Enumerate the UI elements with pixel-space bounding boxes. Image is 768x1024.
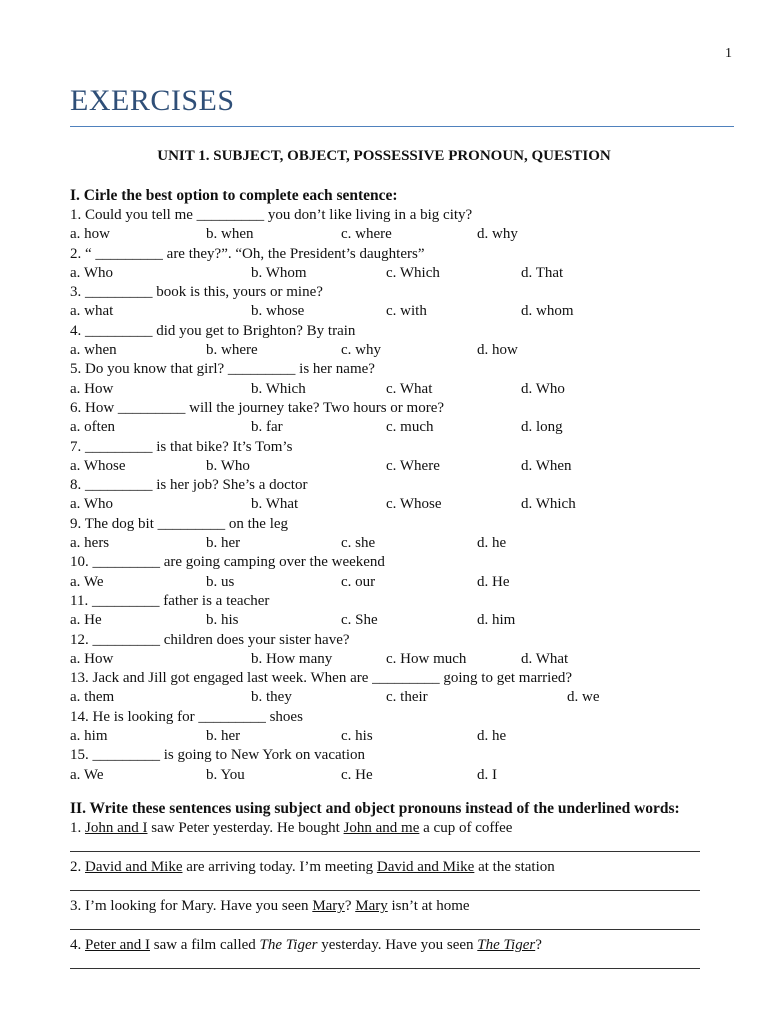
answer-option[interactable]: b. us — [206, 573, 235, 590]
question-text: 8. _________ is her job? She’s a doctor — [70, 477, 308, 494]
question-text: 1. Could you tell me _________ you don’t like living in a big city? — [70, 207, 473, 223]
section-1-questions — [70, 206, 730, 785]
answer-option[interactable]: b. when — [206, 226, 254, 243]
answer-option[interactable]: a. often — [70, 419, 115, 436]
section-gap — [70, 785, 730, 799]
page-number: 1 — [725, 46, 732, 61]
answer-option[interactable]: a. him — [70, 728, 108, 745]
answer-option[interactable]: d. he — [477, 728, 507, 745]
question-text: 2. “ _________ are they?”. “Oh, the President’s daughters” — [70, 245, 425, 262]
rewrite-sentence — [70, 858, 730, 878]
answer-option[interactable]: c. where — [341, 226, 392, 243]
sentence-fragment: 4. — [70, 937, 85, 954]
question-text: 7. _________ is that bike? It’s Tom’s — [70, 438, 293, 455]
answer-option[interactable]: d. Who — [521, 380, 565, 397]
answer-option[interactable]: a. We — [70, 766, 104, 783]
sentence-fragment: The Tiger — [259, 937, 318, 954]
sentence-fragment: a cup of coffee — [419, 819, 513, 836]
options-row — [70, 650, 730, 669]
section-2-title: II. Write these sentences using subject and object pronouns instead of the underlined words: — [70, 799, 680, 817]
answer-option[interactable]: c. Where — [386, 457, 440, 474]
answer-option[interactable]: d. He — [477, 573, 510, 590]
sentence-fragment: are arriving today. I’m meeting — [182, 859, 377, 876]
rewrite-sentence — [70, 936, 730, 956]
answer-option[interactable]: b. Who — [206, 457, 250, 474]
question-text: 5. Do you know that girl? _________ is her name? — [70, 361, 375, 378]
options-row — [70, 457, 730, 476]
answer-option[interactable]: a. He — [70, 612, 102, 629]
options-row — [70, 766, 730, 785]
answer-option[interactable]: d. I — [477, 766, 497, 783]
sentence-fragment: 3. I’m looking for Mary. Have you seen — [70, 898, 313, 915]
title-divider — [70, 126, 734, 127]
answer-option[interactable]: a. when — [70, 342, 117, 359]
answer-option[interactable]: d. him — [477, 612, 516, 629]
answer-option[interactable]: b. his — [206, 612, 239, 629]
answer-option[interactable]: a. Who — [70, 264, 114, 281]
answer-option[interactable]: d. That — [521, 264, 564, 281]
answer-option[interactable]: b. What — [251, 496, 299, 513]
answer-option[interactable]: d. how — [477, 342, 518, 359]
options-row — [70, 495, 730, 514]
answer-option[interactable]: b. her — [206, 728, 241, 745]
underlined-phrase: David and Mike — [376, 859, 475, 876]
sentence-fragment: at the station — [474, 859, 555, 876]
answer-option[interactable]: a. how — [70, 226, 110, 243]
answer-option[interactable]: c. why — [341, 342, 381, 359]
sentence-fragment: ? — [535, 937, 542, 954]
answer-option[interactable]: a. hers — [70, 535, 110, 552]
answer-option[interactable]: b. How many — [251, 650, 333, 667]
sentence-fragment: 1. — [70, 819, 85, 836]
answer-option[interactable]: d. whom — [521, 303, 574, 320]
sentence-fragment: saw a film called — [149, 937, 260, 954]
answer-option[interactable]: c. Whose — [386, 496, 442, 513]
answer-option[interactable]: d. What — [521, 650, 569, 667]
sentence-fragment: isn’t at home — [387, 898, 470, 915]
options-row — [70, 418, 730, 437]
answer-option[interactable]: c. She — [341, 612, 378, 629]
options-row — [70, 534, 730, 553]
exercise-content — [70, 186, 730, 976]
answer-option[interactable]: d. we — [567, 689, 600, 706]
underlined-phrase: Mary — [312, 898, 345, 915]
sentence-fragment: saw Peter yesterday. He bought — [147, 819, 344, 836]
answer-option[interactable]: b. You — [206, 766, 245, 783]
answer-option[interactable]: b. Which — [251, 380, 306, 397]
answer-line[interactable] — [70, 917, 730, 937]
sentence-fragment: yesterday. Have you seen — [317, 937, 478, 954]
question-text: 15. _________ is going to New York on vacation — [70, 747, 365, 764]
answer-line[interactable] — [70, 878, 730, 898]
answer-line[interactable] — [70, 839, 730, 859]
answer-option[interactable]: d. he — [477, 535, 507, 552]
answer-option[interactable]: b. whose — [251, 303, 305, 320]
answer-option[interactable]: c. He — [341, 766, 373, 783]
answer-option[interactable]: a. what — [70, 303, 114, 320]
answer-option[interactable]: c. What — [386, 380, 433, 397]
answer-option[interactable]: b. her — [206, 535, 241, 552]
answer-option[interactable]: a. We — [70, 573, 104, 590]
answer-option[interactable]: d. Which — [521, 496, 576, 513]
question-text: 12. _________ children does your sister have? — [70, 631, 350, 648]
answer-option[interactable]: c. his — [341, 728, 373, 745]
options-row — [70, 341, 730, 360]
answer-option[interactable]: d. long — [521, 419, 563, 436]
options-row — [70, 688, 730, 707]
underlined-phrase: John and I — [85, 819, 148, 836]
rewrite-sentence — [70, 819, 730, 839]
answer-option[interactable]: a. How — [70, 380, 114, 397]
answer-option[interactable]: d. When — [521, 457, 572, 474]
question-text: 4. _________ did you get to Brighton? By train — [70, 322, 356, 339]
answer-option[interactable]: a. them — [70, 689, 115, 706]
page-title: EXERCISES — [70, 84, 235, 117]
answer-option[interactable]: b. far — [251, 419, 283, 436]
answer-option[interactable]: c. their — [386, 689, 428, 706]
rewrite-sentence — [70, 897, 730, 917]
answer-option[interactable]: c. much — [386, 419, 434, 436]
question-text: 10. _________ are going camping over the weekend — [70, 554, 385, 571]
answer-option[interactable]: c. she — [341, 535, 376, 552]
options-row — [70, 611, 730, 630]
answer-line[interactable] — [70, 956, 730, 976]
sentence-fragment: ? — [344, 898, 356, 915]
answer-option[interactable]: c. our — [341, 573, 376, 590]
section-1-title: I. Cirle the best option to complete each sentence: — [70, 187, 398, 204]
question-text: 9. The dog bit _________ on the leg — [70, 515, 289, 532]
underlined-phrase: Mary — [355, 898, 388, 915]
answer-option[interactable]: a. How — [70, 650, 114, 667]
unit-heading: UNIT 1. SUBJECT, OBJECT, POSSESSIVE PRONOUN, QUESTION — [157, 148, 611, 164]
section-2-items — [70, 819, 730, 976]
answer-option[interactable]: b. they — [251, 689, 292, 706]
options-row — [70, 573, 730, 592]
answer-option[interactable]: c. Which — [386, 264, 440, 281]
underlined-phrase: David and Mike — [85, 859, 183, 876]
options-row — [70, 302, 730, 321]
answer-option[interactable]: a. Who — [70, 496, 114, 513]
sentence-fragment: 2. — [70, 859, 85, 876]
options-row — [70, 380, 730, 399]
question-text: 11. _________ father is a teacher — [70, 592, 270, 609]
question-text: 14. He is looking for _________ shoes — [70, 708, 303, 725]
question-text: 6. How _________ will the journey take? Two hours or more? — [70, 399, 445, 416]
underlined-phrase: Peter and I — [85, 937, 150, 954]
underlined-phrase: John and me — [343, 819, 420, 836]
question-text: 3. _________ book is this, yours or mine? — [70, 284, 323, 301]
options-row — [70, 225, 730, 244]
answer-option[interactable]: a. Whose — [70, 457, 126, 474]
options-row — [70, 727, 730, 746]
answer-option[interactable]: c. How much — [386, 650, 467, 667]
answer-option[interactable]: c. with — [386, 303, 427, 320]
answer-option[interactable]: b. where — [206, 342, 258, 359]
answer-option[interactable]: b. Whom — [251, 264, 307, 281]
underlined-phrase: The Tiger — [477, 937, 536, 954]
answer-option[interactable]: d. why — [477, 226, 518, 243]
options-row — [70, 264, 730, 283]
question-text: 13. Jack and Jill got engaged last week. When are _________ going to get married? — [70, 670, 573, 687]
